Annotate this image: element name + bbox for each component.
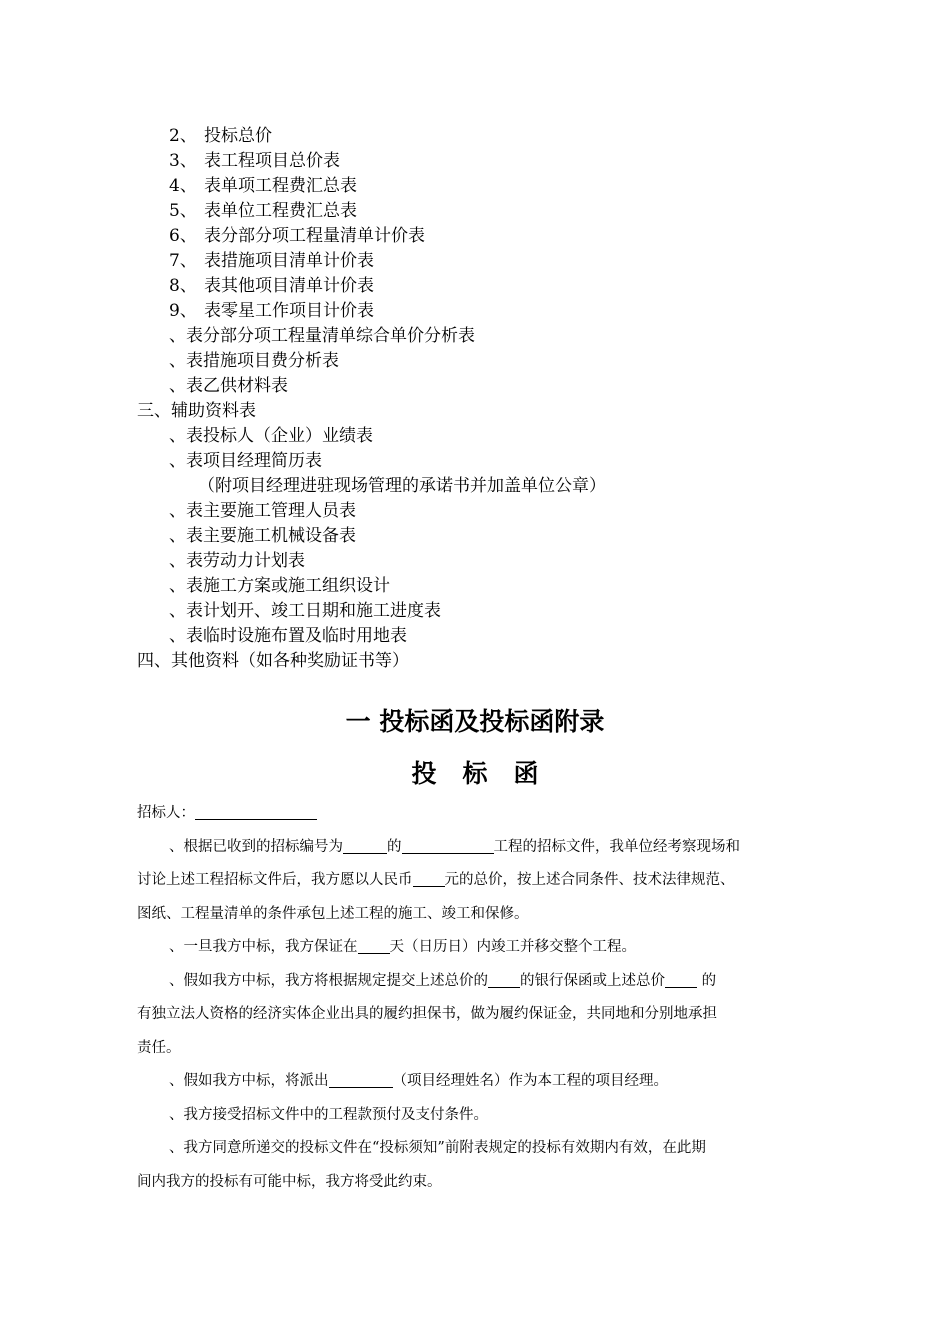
toc-item (0, 199, 950, 224)
paragraph-text: 、假如我方中标，将派出 (169, 1073, 329, 1089)
toc-item-text: 表其他项目清单计价表 (204, 276, 374, 296)
toc-item-text: 表措施项目清单计价表 (204, 251, 374, 271)
paragraph-text: 的 (387, 838, 402, 855)
letter-paragraph (137, 1065, 837, 1099)
paragraph-text: 工程的招标文件，我单位经考察现场和 (493, 838, 740, 855)
letter-paragraph: 、我方同意所递交的投标文件在“投标须知”前附表规定的投标有效期内有效，在此期 (169, 1140, 706, 1156)
chapter-title: 一 投标函及投标函附录 (345, 707, 605, 736)
toc-item-number: 4、 (169, 176, 197, 196)
toc-item (0, 149, 950, 174)
letter-paragraph (137, 931, 837, 965)
toc-item: 、表乙供材料表 (169, 376, 288, 396)
toc-item: 、表施工方案或施工组织设计 (169, 576, 390, 596)
table-of-contents (0, 124, 950, 674)
toc-item (0, 299, 950, 324)
toc-item-number: 8、 (169, 276, 197, 296)
letter-paragraph-line: 责任。 (137, 1039, 181, 1056)
toc-item: 、表主要施工管理人员表 (169, 501, 356, 521)
addressee-line (137, 797, 837, 831)
toc-item-number: 2、 (169, 126, 197, 146)
toc-item: 、表分部分项工程量清单综合单价分析表 (169, 326, 475, 346)
addressee-blank[interactable] (195, 802, 317, 820)
paragraph-text: 的 (697, 972, 717, 989)
paragraph-text: 天（日历日）内竣工并移交整个工程。 (389, 939, 636, 955)
toc-item: 、表项目经理简历表 (169, 451, 322, 471)
toc-item-text: 表分部分项工程量清单计价表 (204, 226, 425, 246)
letter-paragraph-line: 有独立法人资格的经济实体企业出具的履约担保书，做为履约保证金，共同地和分别地承担 (137, 1006, 717, 1022)
paragraph-text: 、一旦我方中标，我方保证在 (169, 939, 358, 955)
toc-item (0, 224, 950, 249)
toc-section-heading: 三、辅助资料表 (137, 401, 256, 421)
toc-item-number: 9、 (169, 301, 197, 321)
toc-item-text: 表零星工作项目计价表 (204, 301, 374, 321)
toc-item-text: 投标总价 (204, 126, 272, 146)
total-price-blank[interactable] (413, 869, 445, 887)
toc-item (0, 274, 950, 299)
paragraph-text: 、假如我方中标，我方将根据规定提交上述总价的 (169, 972, 488, 989)
letter-paragraph-line (137, 864, 837, 898)
toc-item: 、表计划开、竣工日期和施工进度表 (169, 601, 441, 621)
guarantee-percent-blank[interactable] (488, 970, 520, 988)
bond-percent-blank[interactable] (665, 970, 697, 988)
toc-item-text: 表工程项目总价表 (204, 151, 340, 171)
paragraph-text: 、根据已收到的招标编号为 (169, 838, 343, 855)
project-manager-blank[interactable] (329, 1070, 393, 1088)
tender-number-blank[interactable] (343, 836, 387, 854)
toc-item: 、表劳动力计划表 (169, 551, 305, 571)
paragraph-text: 讨论上述工程招标文件后，我方愿以人民币 (137, 872, 413, 888)
toc-item-text: 表单项工程费汇总表 (204, 176, 357, 196)
toc-item (0, 174, 950, 199)
toc-item: 、表主要施工机械设备表 (169, 526, 356, 546)
toc-item-number: 7、 (169, 251, 197, 271)
toc-item-number: 5、 (169, 201, 197, 221)
toc-item (0, 249, 950, 274)
letter-paragraph: 、我方接受招标文件中的工程款预付及支付条件。 (169, 1106, 488, 1123)
document-title: 投标函 (411, 759, 565, 788)
paragraph-text: 元的总价，按上述合同条件、技术法律规范、 (444, 872, 735, 888)
project-name-blank[interactable] (402, 836, 494, 854)
toc-item-number: 3、 (169, 151, 197, 171)
toc-item: 、表措施项目费分析表 (169, 351, 339, 371)
paragraph-text: 的银行保函或上述总价 (520, 972, 665, 989)
toc-item (0, 124, 950, 149)
letter-paragraph (137, 965, 837, 999)
toc-item-number: 6、 (169, 226, 197, 246)
toc-note: （附项目经理进驻现场管理的承诺书并加盖单位公章） (198, 476, 606, 496)
toc-item-text: 表单位工程费汇总表 (204, 201, 357, 221)
toc-section-heading: 四、其他资料（如各种奖励证书等） (137, 651, 409, 671)
bid-letter (137, 797, 837, 1199)
letter-paragraph-line: 图纸、工程量清单的条件承包上述工程的施工、竣工和保修。 (137, 905, 529, 922)
letter-paragraph (137, 831, 837, 865)
addressee-label: 招标人： (137, 805, 195, 821)
toc-item: 、表临时设施布置及临时用地表 (169, 626, 407, 646)
days-blank[interactable] (358, 936, 390, 954)
letter-paragraph-line: 间内我方的投标有可能中标，我方将受此约束。 (137, 1173, 442, 1190)
paragraph-text: （项目经理姓名）作为本工程的项目经理。 (392, 1073, 668, 1089)
toc-item: 、表投标人（企业）业绩表 (169, 426, 373, 446)
